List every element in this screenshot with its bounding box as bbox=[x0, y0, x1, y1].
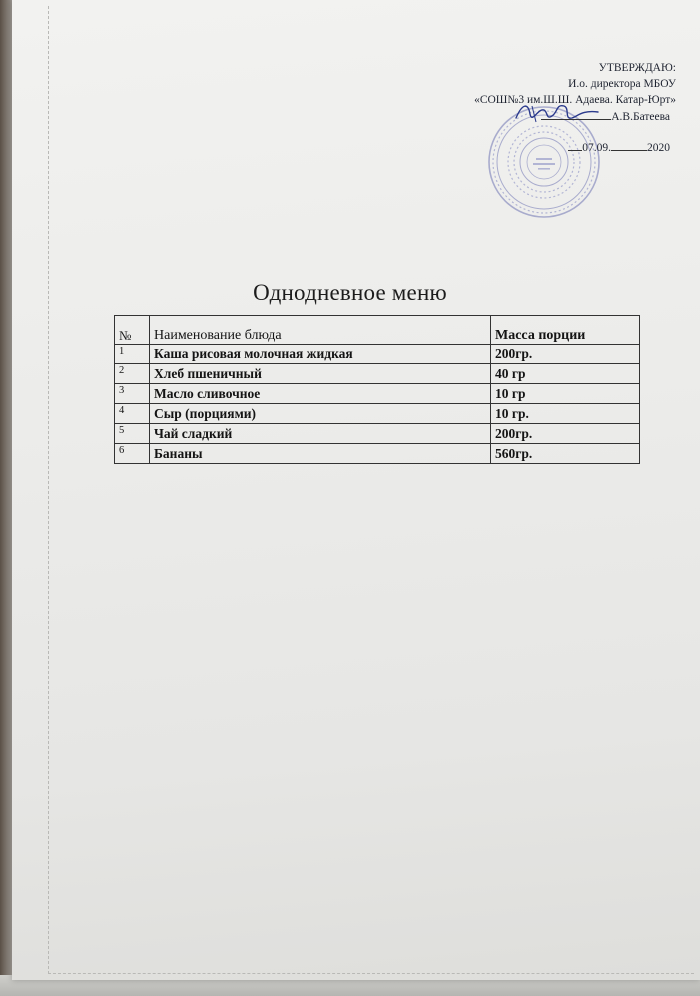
director-name: А.В.Батеева bbox=[611, 111, 670, 123]
row-dish: Масло сливочное bbox=[150, 384, 491, 404]
approval-director bbox=[436, 108, 670, 125]
page-title: Однодневное меню bbox=[253, 280, 447, 305]
row-mass: 200гр. bbox=[491, 345, 640, 364]
row-dish: Сыр (порциями) bbox=[150, 404, 491, 424]
table-header-row bbox=[115, 316, 640, 345]
row-mass: 10 гр bbox=[491, 384, 640, 404]
signature-line bbox=[541, 108, 611, 120]
row-num: 3 bbox=[115, 384, 150, 404]
table-row bbox=[115, 384, 640, 404]
table-row bbox=[115, 404, 640, 424]
row-mass: 40 гр bbox=[491, 364, 640, 384]
row-num: 2 bbox=[115, 364, 150, 384]
date-day: 07.09. bbox=[582, 142, 611, 154]
table-row bbox=[115, 444, 640, 464]
approval-position: И.о. директора МБОУ bbox=[568, 78, 676, 90]
header-name: Наименование блюда bbox=[150, 316, 491, 345]
row-num: 4 bbox=[115, 404, 150, 424]
header-mass: Масса порции bbox=[491, 316, 640, 345]
row-num: 6 bbox=[115, 444, 150, 464]
row-dish: Хлеб пшеничный bbox=[150, 364, 491, 384]
table-row bbox=[115, 345, 640, 364]
approval-heading: УТВЕРЖДАЮ: bbox=[598, 62, 676, 74]
header-num: № bbox=[115, 316, 150, 345]
row-dish: Чай сладкий bbox=[150, 424, 491, 444]
row-num: 5 bbox=[115, 424, 150, 444]
row-dish: Бананы bbox=[150, 444, 491, 464]
row-num: 1 bbox=[115, 345, 150, 364]
row-mass: 10 гр. bbox=[491, 404, 640, 424]
row-dish: Каша рисовая молочная жидкая bbox=[150, 345, 491, 364]
date-blank-right bbox=[611, 139, 647, 151]
date-year: 2020 bbox=[647, 142, 670, 154]
row-mass: 200гр. bbox=[491, 424, 640, 444]
approval-date bbox=[436, 139, 670, 156]
approval-school: «СОШ№3 им.Ш.Ш. Адаева. Катар-Юрт» bbox=[474, 94, 676, 106]
table-row bbox=[115, 364, 640, 384]
table-row bbox=[115, 424, 640, 444]
date-blank-left bbox=[568, 139, 582, 151]
approval-block bbox=[436, 60, 676, 156]
menu-table bbox=[114, 315, 640, 464]
row-mass: 560гр. bbox=[491, 444, 640, 464]
